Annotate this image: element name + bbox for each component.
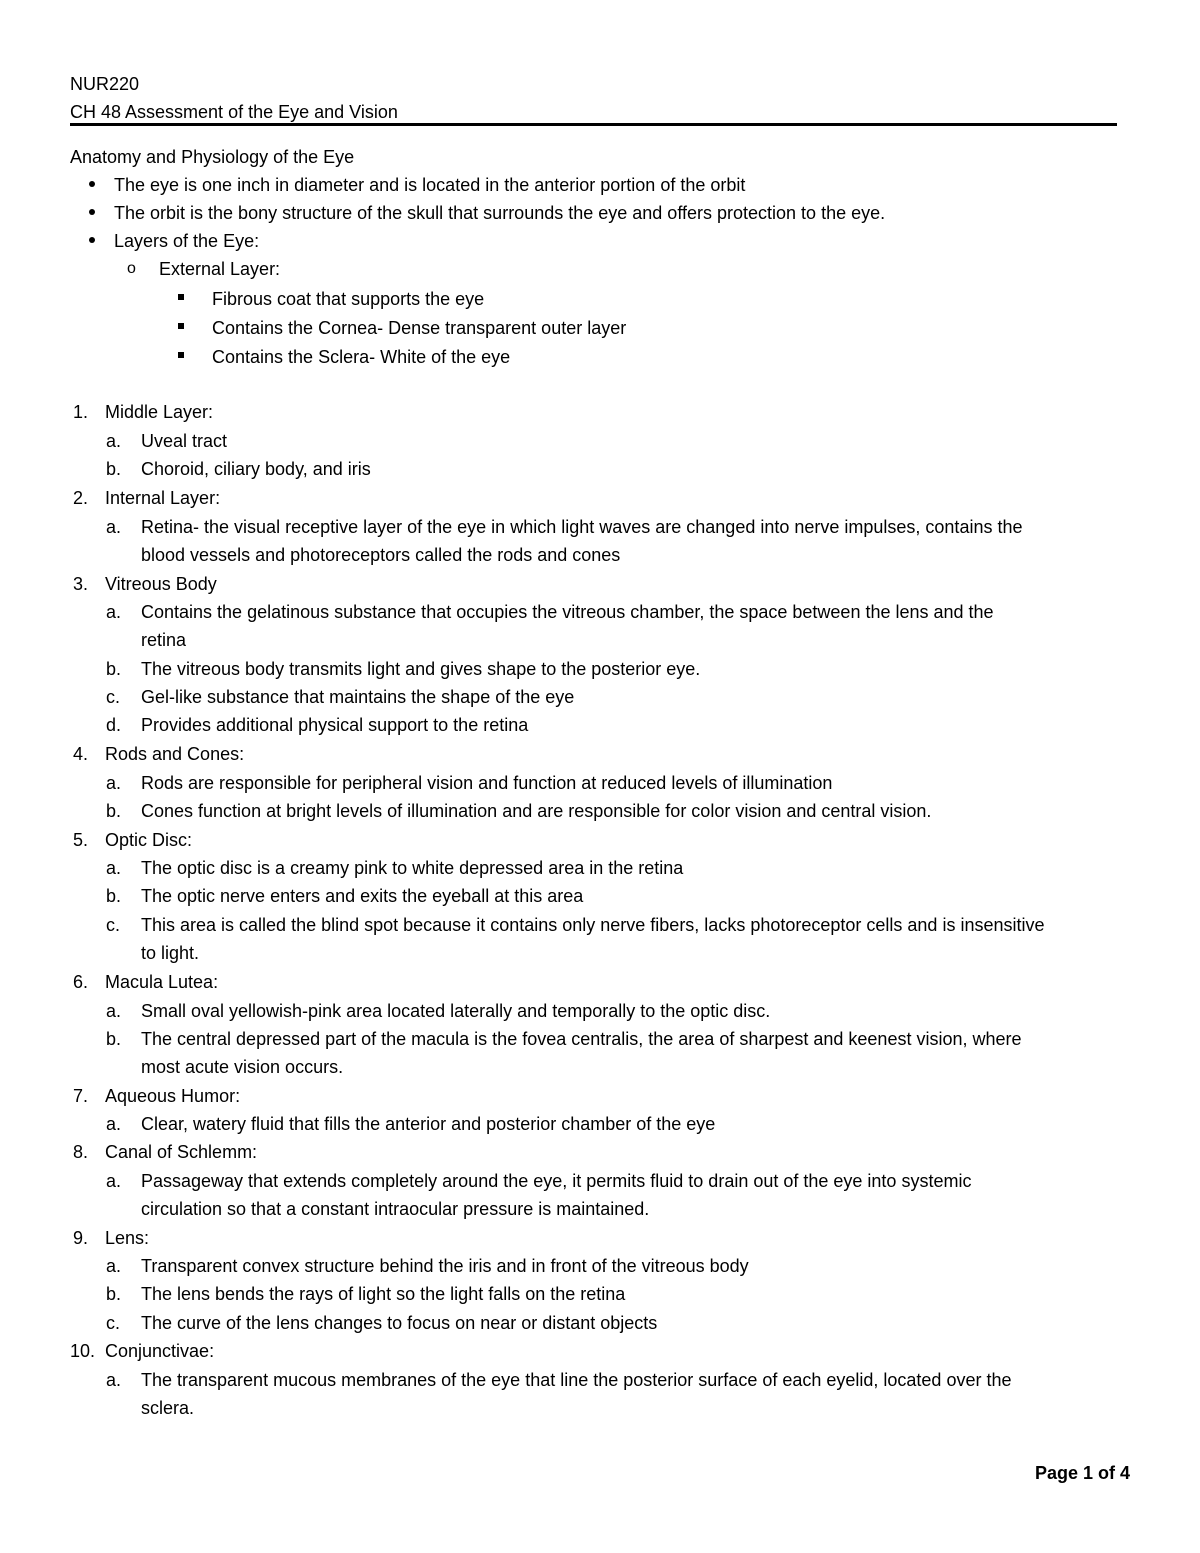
list-letter: d. — [106, 715, 122, 735]
list-title: Rods and Cones: — [105, 744, 245, 764]
bullet-icon — [89, 237, 95, 243]
list-item: Choroid, ciliary body, and iris — [141, 459, 371, 479]
list-item: Transparent convex structure behind the iris and in front of the vitreous body — [141, 1256, 749, 1276]
circle-bullet-icon: o — [127, 260, 136, 277]
list-title: Lens: — [105, 1228, 150, 1248]
list-item-continuation: blood vessels and photoreceptors called the rods and cones — [141, 545, 621, 565]
square-bullet-item: Contains the Cornea- Dense transparent outer layer — [212, 318, 627, 338]
list-item: This area is called the blind spot because it contains only nerve fibers, lacks photoreceptor cells and is insensitive — [141, 915, 1045, 935]
list-letter: a. — [106, 1256, 122, 1276]
list-letter: a. — [106, 431, 122, 451]
list-number: 2. — [73, 488, 89, 508]
list-letter: a. — [106, 858, 122, 878]
bullet-item: Layers of the Eye: — [114, 231, 260, 251]
bullet-icon — [89, 209, 95, 215]
list-number: 5. — [73, 830, 89, 850]
list-title: Aqueous Humor: — [105, 1086, 241, 1106]
square-bullet-item: Contains the Sclera- White of the eye — [212, 347, 511, 367]
list-item: Cones function at bright levels of illumination and are responsible for color vision and central vision. — [141, 801, 932, 821]
list-letter: b. — [106, 801, 122, 821]
list-item: Retina- the visual receptive layer of the eye in which light waves are changed into nerve impulses, contains the — [141, 517, 1023, 537]
list-item-continuation: to light. — [141, 943, 200, 963]
list-item: Passageway that extends completely around the eye, it permits fluid to drain out of the eye into systemic — [141, 1171, 972, 1191]
list-item: The vitreous body transmits light and gives shape to the posterior eye. — [141, 659, 701, 679]
list-item: Small oval yellowish-pink area located laterally and temporally to the optic disc. — [141, 1001, 771, 1021]
list-number: 10. — [70, 1341, 96, 1361]
section-title: Anatomy and Physiology of the Eye — [70, 147, 355, 167]
bullet-icon — [89, 181, 95, 187]
list-item: Rods are responsible for peripheral vision and function at reduced levels of illumination — [141, 773, 833, 793]
list-number: 8. — [73, 1142, 89, 1162]
list-title: Conjunctivae: — [105, 1341, 215, 1361]
list-title: Internal Layer: — [105, 488, 221, 508]
list-number: 6. — [73, 972, 89, 992]
list-title: Vitreous Body — [105, 574, 217, 594]
list-item: Clear, watery fluid that fills the anterior and posterior chamber of the eye — [141, 1114, 716, 1134]
list-number: 1. — [73, 402, 89, 422]
list-item-continuation: most acute vision occurs. — [141, 1057, 344, 1077]
list-letter: a. — [106, 1114, 122, 1134]
sub-bullet-item: External Layer: — [159, 259, 281, 279]
course-code: NUR220 — [70, 74, 140, 94]
list-letter: a. — [106, 1001, 122, 1021]
list-number: 4. — [73, 744, 89, 764]
list-letter: b. — [106, 886, 122, 906]
list-title: Canal of Schlemm: — [105, 1142, 258, 1162]
list-item: The optic disc is a creamy pink to white depressed area in the retina — [141, 858, 684, 878]
list-letter: c. — [106, 687, 121, 707]
list-item: Gel-like substance that maintains the shape of the eye — [141, 687, 575, 707]
bullet-item: The orbit is the bony structure of the skull that surrounds the eye and offers protection to the eye. — [114, 203, 886, 223]
list-number: 3. — [73, 574, 89, 594]
header-rule — [70, 123, 1117, 126]
list-letter: a. — [106, 517, 122, 537]
list-title: Optic Disc: — [105, 830, 193, 850]
list-item-continuation: retina — [141, 630, 187, 650]
list-number: 7. — [73, 1086, 89, 1106]
list-letter: b. — [106, 1284, 122, 1304]
list-letter: b. — [106, 459, 122, 479]
list-item: Uveal tract — [141, 431, 228, 451]
square-bullet-icon — [178, 294, 184, 300]
list-title: Middle Layer: — [105, 402, 214, 422]
list-item-continuation: sclera. — [141, 1398, 195, 1418]
list-item: The central depressed part of the macula is the fovea centralis, the area of sharpest and keenest vision, where — [141, 1029, 1022, 1049]
list-letter: a. — [106, 1370, 122, 1390]
list-letter: a. — [106, 1171, 122, 1191]
list-letter: b. — [106, 1029, 122, 1049]
list-item: Provides additional physical support to the retina — [141, 715, 529, 735]
page-number: Page 1 of 4 — [1034, 1463, 1130, 1483]
square-bullet-icon — [178, 352, 184, 358]
square-bullet-icon — [178, 323, 184, 329]
list-item: The optic nerve enters and exits the eyeball at this area — [141, 886, 584, 906]
list-item: The transparent mucous membranes of the eye that line the posterior surface of each eyelid, located over the — [141, 1370, 1012, 1390]
list-letter: c. — [106, 1313, 121, 1333]
list-item-continuation: circulation so that a constant intraocular pressure is maintained. — [141, 1199, 650, 1219]
list-letter: b. — [106, 659, 122, 679]
chapter-title: CH 48 Assessment of the Eye and Vision — [70, 102, 398, 122]
list-title: Macula Lutea: — [105, 972, 219, 992]
list-letter: c. — [106, 915, 121, 935]
square-bullet-item: Fibrous coat that supports the eye — [212, 289, 485, 309]
list-letter: a. — [106, 602, 122, 622]
list-letter: a. — [106, 773, 122, 793]
list-item: The curve of the lens changes to focus on near or distant objects — [141, 1313, 658, 1333]
list-item: The lens bends the rays of light so the light falls on the retina — [141, 1284, 626, 1304]
list-number: 9. — [73, 1228, 89, 1248]
bullet-item: The eye is one inch in diameter and is located in the anterior portion of the orbit — [114, 175, 746, 195]
list-item: Contains the gelatinous substance that occupies the vitreous chamber, the space between the lens and the — [141, 602, 994, 622]
